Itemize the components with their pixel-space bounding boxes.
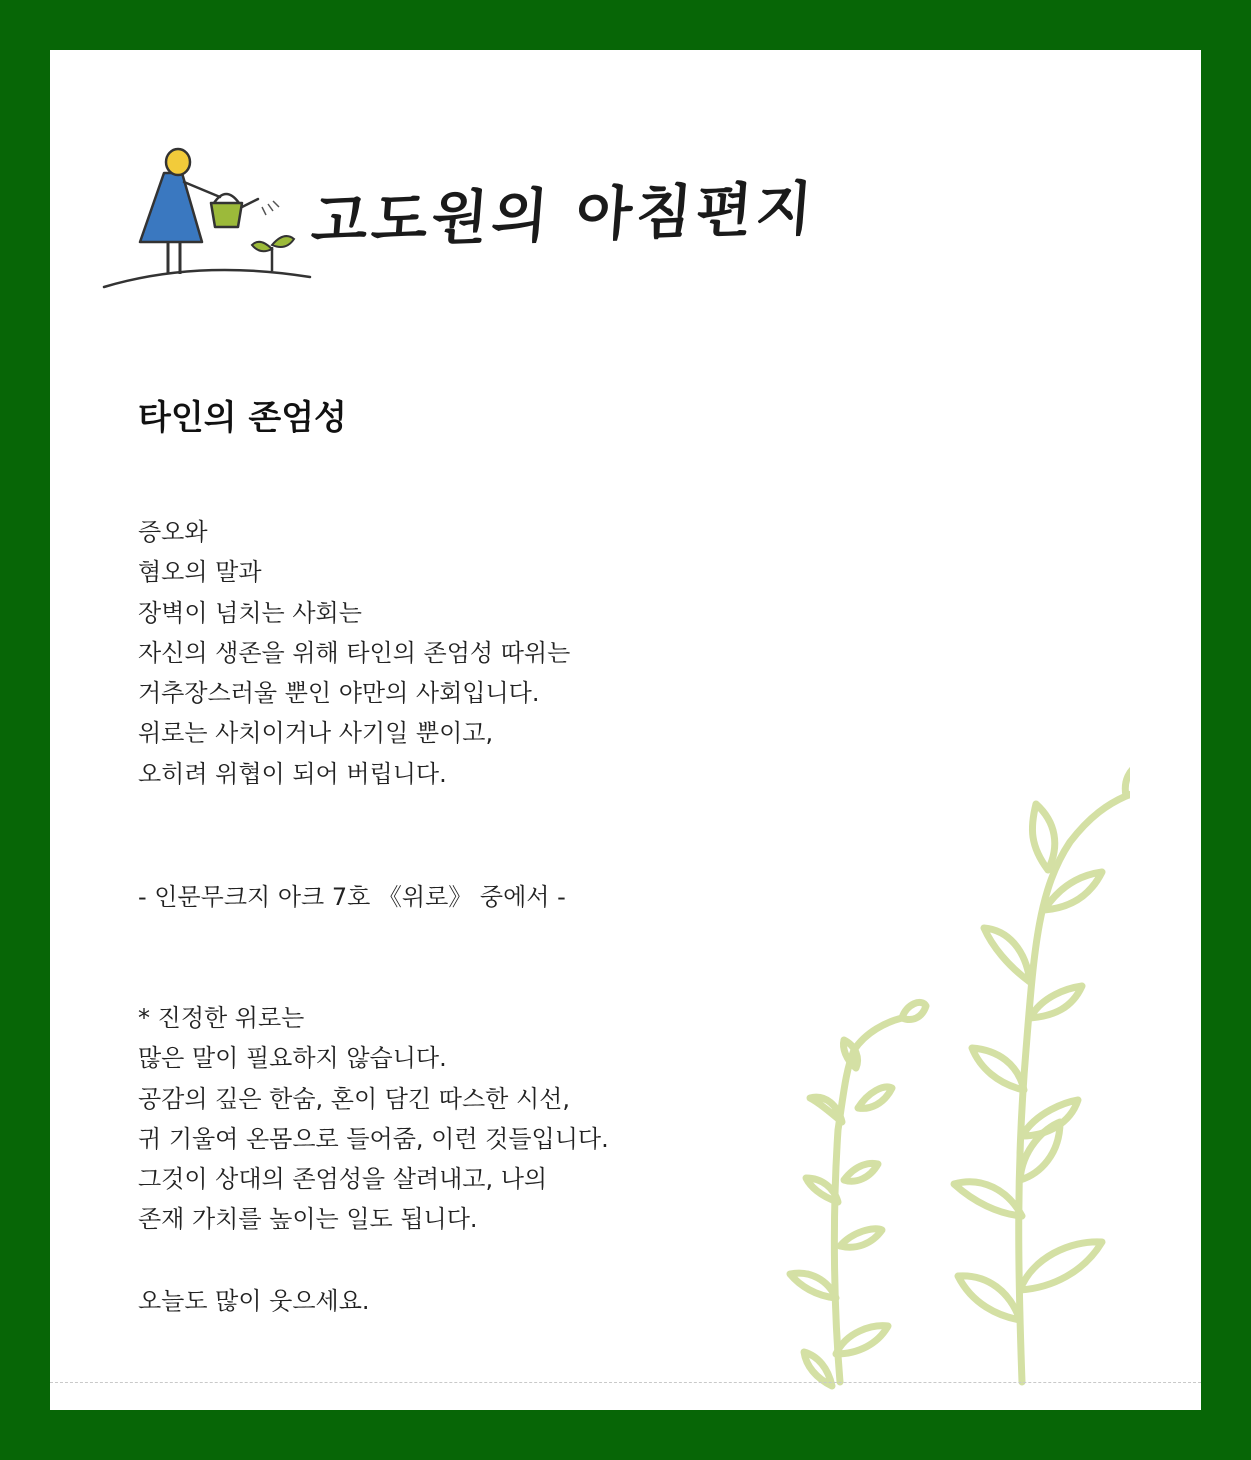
body-line: 자신의 생존을 위해 타인의 존엄성 따위는 (138, 638, 571, 667)
body-line: 오히려 위협이 되어 버립니다. (138, 759, 447, 788)
body-line: 장벽이 넘치는 사회는 (138, 598, 362, 627)
watering-can (211, 203, 242, 227)
author-comment (138, 998, 609, 1240)
comment-line: * 진정한 위로는 (138, 1004, 305, 1032)
comment-line: 존재 가치를 높이는 일도 됩니다. (138, 1205, 478, 1234)
woman-watering-plant-logo (102, 145, 317, 295)
vine-plant-decoration (730, 750, 1130, 1390)
body-line: 거추장스러울 뿐인 야만의 사회입니다. (138, 679, 540, 708)
letter-page (50, 50, 1201, 1410)
body-line: 증오와 (138, 518, 208, 546)
comment-line: 많은 말이 필요하지 않습니다. (138, 1044, 447, 1073)
source-citation: - 인문무크지 아크 7호 《위로》 중에서 - (138, 883, 566, 911)
comment-line: 그것이 상대의 존엄성을 살려내고, 나의 (138, 1165, 548, 1194)
ground-line (104, 270, 310, 287)
woman-dress (140, 173, 202, 242)
comment-line: 공감의 깊은 한숨, 혼이 담긴 따스한 시선, (138, 1084, 570, 1113)
body-line: 혐오의 말과 (138, 558, 262, 587)
logo-title: 고도원의 아침편지 (309, 174, 819, 256)
closing-greeting: 오늘도 많이 웃으세요. (138, 1287, 370, 1315)
body-line: 위로는 사치이거나 사기일 뿐이고, (138, 719, 494, 748)
woman-head (166, 149, 190, 175)
comment-line: 귀 기울여 온몸으로 들어줌, 이런 것들입니다. (138, 1124, 609, 1153)
article-title: 타인의 존엄성 (138, 398, 347, 438)
dashed-divider (50, 1382, 1201, 1383)
article-body (138, 512, 570, 794)
